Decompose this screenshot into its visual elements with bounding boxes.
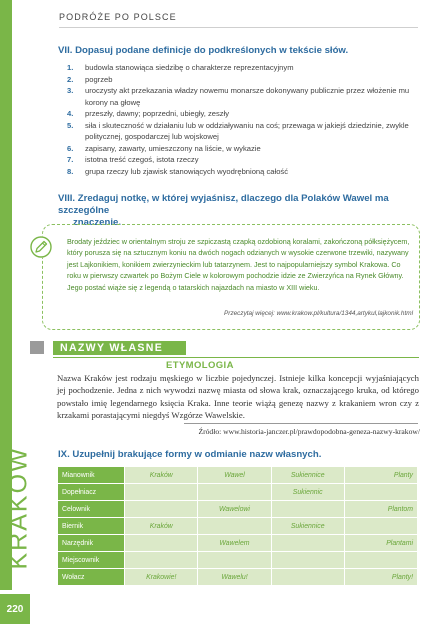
- declension-cell[interactable]: [125, 552, 198, 569]
- task-8-instruction-cont: znaczenie.: [73, 217, 121, 228]
- definition-text: siła i skuteczność w działaniu lub w oddziaływaniu na coś; przewaga w jakiejś dziedzinie, zwykle politycznej, gospodarczej lub wojskowej: [85, 120, 409, 141]
- declension-cell: Wawelowi: [198, 501, 271, 518]
- etymology-title: ETYMOLOGIA: [166, 360, 234, 371]
- definition-number: 1.: [67, 63, 74, 72]
- definition-text: uroczysty akt przekazania władzy nowemu monarsze dokonywany publicznie przez włożenie mu korony na głowę: [85, 86, 410, 107]
- table-row: [58, 535, 418, 552]
- definitions-list: [67, 62, 417, 177]
- case-label: Narzędnik: [58, 535, 125, 552]
- definition-number: 2.: [67, 74, 74, 84]
- definition-item: [67, 108, 417, 120]
- task-9-number: IX.: [58, 449, 70, 460]
- declension-cell: Sukiennice: [271, 518, 344, 535]
- definition-number: 8.: [67, 166, 74, 176]
- definition-text: istotna treść czegoś, istota rzeczy: [85, 155, 199, 164]
- definition-item: [67, 120, 417, 143]
- declension-cell: Plantami: [344, 535, 417, 552]
- section-banner-label: NAZWY WŁASNE: [60, 342, 164, 354]
- declension-cell: Wawel: [198, 467, 271, 484]
- declension-cell: Kraków: [125, 518, 198, 535]
- definition-text: zapisany, zawarty, umieszczony na liście, w wykazie: [85, 143, 261, 153]
- task-7-instruction: Dopasuj podane definicje do podkreślonych w tekście słów.: [75, 45, 349, 56]
- definition-item: [67, 166, 417, 178]
- declension-cell[interactable]: [271, 501, 344, 518]
- task-7-heading: [58, 45, 348, 56]
- declension-cell[interactable]: [271, 535, 344, 552]
- declension-cell[interactable]: [125, 501, 198, 518]
- declension-cell: Plantom: [344, 501, 417, 518]
- definition-number: 6.: [67, 143, 74, 153]
- source-divider: [184, 423, 418, 424]
- declension-cell[interactable]: [125, 484, 198, 501]
- definition-text: grupa rzeczy lub zjawisk stanowiących wyodrębnioną całość: [85, 166, 289, 176]
- definition-number: 4.: [67, 109, 74, 118]
- declension-cell: Wawelem: [198, 535, 271, 552]
- declension-cell: Sukiennice: [271, 467, 344, 484]
- declension-cell[interactable]: [198, 518, 271, 535]
- definition-item: [67, 85, 417, 108]
- note-text: Brodaty jeździec w orientalnym stroju ze szpiczastą czapką ozdobioną koralami, zakończoną półksiężycem, który porusza się na sztucznym koniu na dwóch nogach odzianych w wysokie czerwone trzewiki, nazywany jest Lajkonikiem, konikiem zwierzynieckim lub tatarzynem. Jest to najpopularniejszy symbol Krakowa. Co roku w pierwszy czwartek po Bożym Ciele w kolorowym pochodzie idzie ze Zwierzyńca na Rynek Główny. Jego postać wiąże się z legendą o tatarskich najazdach na miasto w XIII wieku.: [67, 237, 410, 292]
- table-row: [58, 552, 418, 569]
- declension-cell: Planty!: [344, 569, 417, 586]
- task-7-number: VII.: [58, 45, 73, 56]
- declension-cell: Sukiennic: [271, 484, 344, 501]
- declension-cell: Wawelu!: [198, 569, 271, 586]
- case-label: Miejscownik: [58, 552, 125, 569]
- case-label: Celownik: [58, 501, 125, 518]
- declension-cell[interactable]: [198, 552, 271, 569]
- pencil-icon: [30, 236, 52, 258]
- etymology-source: Źródło: www.historia-janczer.pl/prawdopodobna-geneza-nazwy-krakow/: [198, 427, 420, 436]
- definition-item: [67, 154, 417, 166]
- table-row: [58, 518, 418, 535]
- task-8-instruction: Zredaguj notkę, w której wyjaśnisz, dlaczego dla Polaków Wawel ma szczególne: [58, 193, 389, 216]
- page-number: 220: [0, 594, 30, 624]
- definition-text: budowla stanowiąca siedzibę o charakterze reprezentacyjnym: [85, 63, 294, 72]
- definition-number: 3.: [67, 86, 74, 95]
- case-label: Mianownik: [58, 467, 125, 484]
- declension-cell[interactable]: [271, 569, 344, 586]
- declension-cell[interactable]: [198, 484, 271, 501]
- section-marker: [30, 341, 44, 354]
- task-9-heading: [58, 449, 321, 460]
- definition-text: pogrzeb: [85, 74, 113, 84]
- definition-number: 5.: [67, 120, 74, 130]
- note-source-link[interactable]: Przeczytaj więcej: www.krakow.pl/kultura/1344,artykul,lajkonik.html: [224, 310, 413, 317]
- task-9-instruction: Uzupełnij brakujące formy w odmianie nazw własnych.: [72, 449, 322, 460]
- definition-text: przeszły, dawny; poprzedni, ubiegły, zeszły: [85, 109, 230, 118]
- table-row: [58, 501, 418, 518]
- case-label: Dopełniacz: [58, 484, 125, 501]
- declension-table: [57, 466, 418, 586]
- page-header: PODRÓŻE PO POLSCE: [59, 12, 177, 22]
- case-label: Biernik: [58, 518, 125, 535]
- header-divider: [59, 27, 418, 28]
- declension-cell: Krakowie!: [125, 569, 198, 586]
- declension-cell: Planty: [344, 467, 417, 484]
- definition-item: [67, 74, 417, 86]
- declension-cell[interactable]: [344, 518, 417, 535]
- section-divider: [53, 357, 419, 358]
- declension-cell[interactable]: [271, 552, 344, 569]
- declension-cell[interactable]: [344, 552, 417, 569]
- table-row: [58, 467, 418, 484]
- table-row: [58, 569, 418, 586]
- declension-cell[interactable]: [344, 484, 417, 501]
- task-8-number: VIII.: [58, 193, 76, 204]
- declension-cell[interactable]: [125, 535, 198, 552]
- table-row: [58, 484, 418, 501]
- case-label: Wołacz: [58, 569, 125, 586]
- sidebar-title: KRAKÓW: [4, 446, 33, 570]
- etymology-text: Nazwa Kraków jest rodzaju męskiego w liczbie pojedynczej. Istnieje kilka koncepcji wyjaśniających jej pochodzenie. Jedna z nich wywodzi nazwę miasta od słowa krak, oznaczającego kruka, od którego powstało imię legendarnego księcia Kraka. Inne teorie wiążą genezę nazwy z krakaniem wron czy z krzakami porastającymi niegdyś Wzgórze Wawelskie.: [57, 373, 419, 421]
- definition-item: [67, 62, 417, 74]
- definition-item: [67, 143, 417, 155]
- definition-number: 7.: [67, 155, 74, 164]
- declension-cell: Kraków: [125, 467, 198, 484]
